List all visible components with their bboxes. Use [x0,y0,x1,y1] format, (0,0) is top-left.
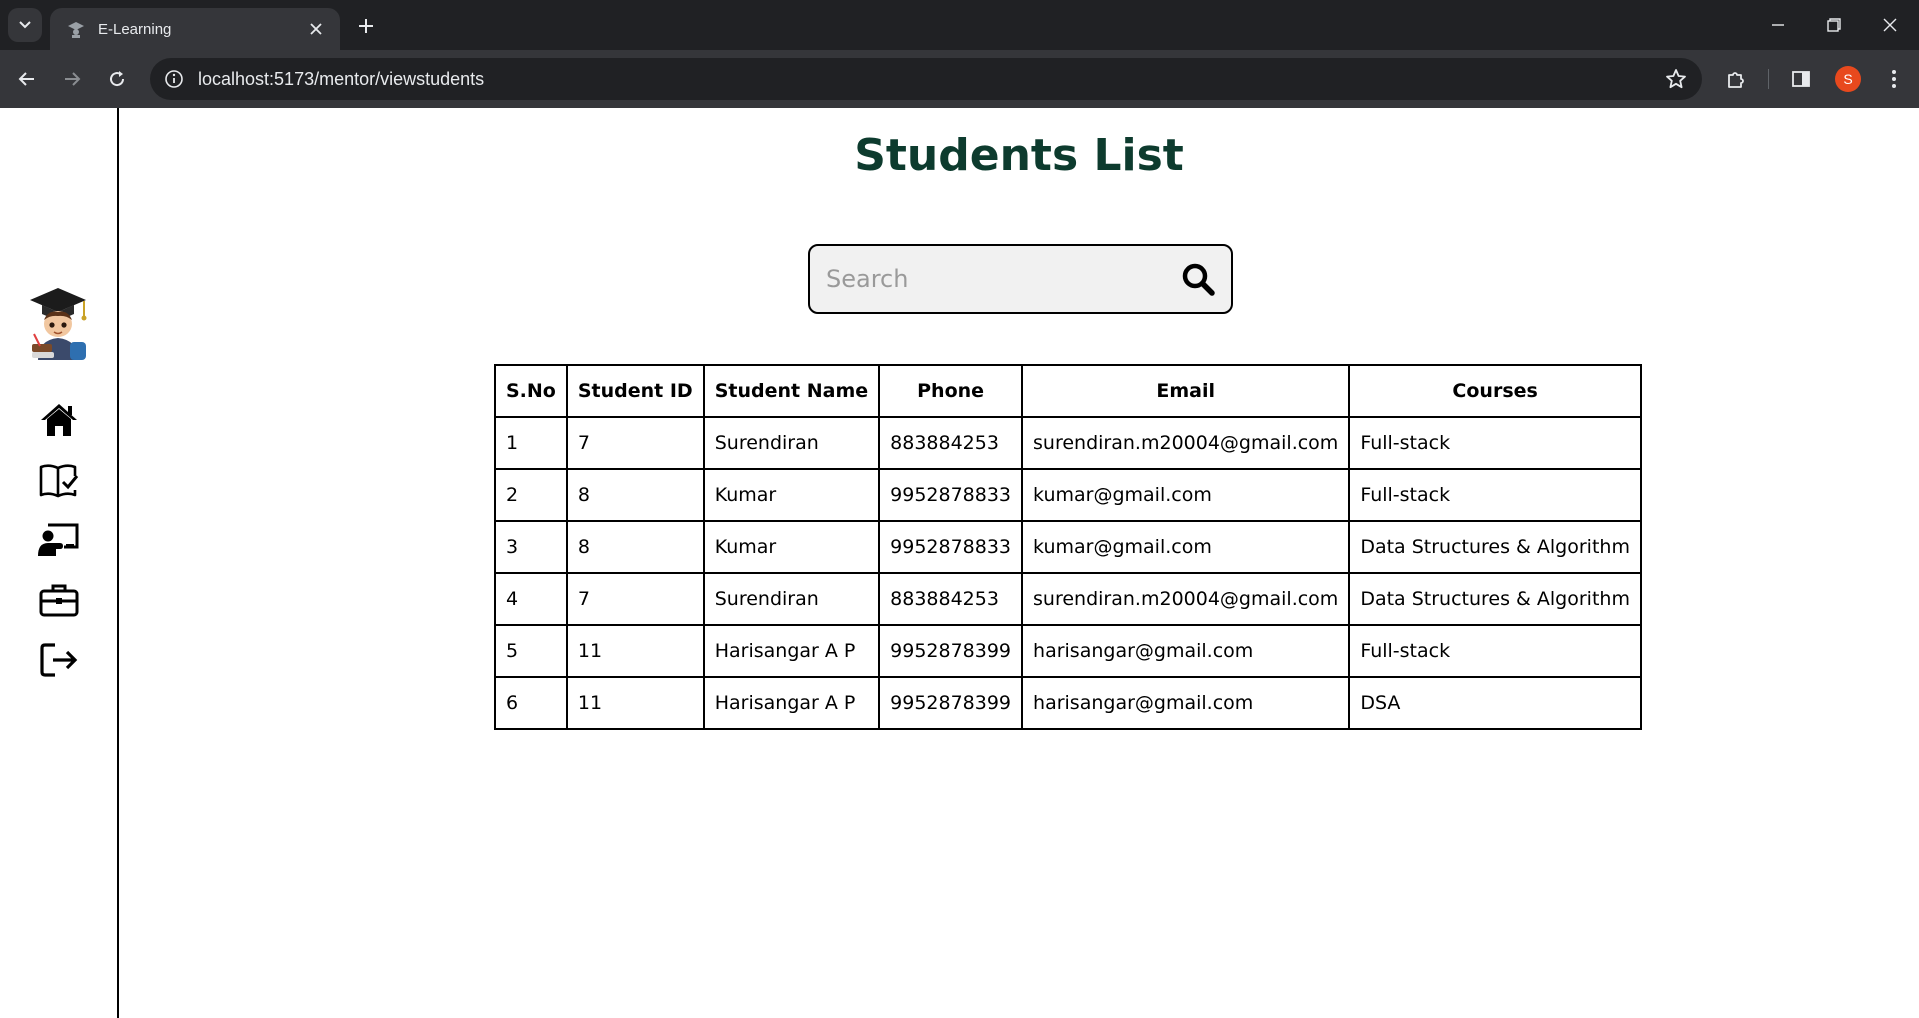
side-panel-icon [1790,68,1812,90]
arrow-right-icon [62,69,82,89]
search-input[interactable] [810,249,1170,309]
cell-courses: Full-stack [1349,469,1641,521]
search-icon [1181,262,1215,296]
toolbar-divider [1768,69,1769,89]
back-button[interactable] [9,61,45,97]
table-row [495,677,1641,729]
bookmark-button[interactable] [1664,67,1688,91]
cell-phone: 883884253 [879,573,1022,625]
cell-student-id: 11 [567,677,704,729]
cell-email: harisangar@gmail.com [1022,677,1349,729]
cell-email: kumar@gmail.com [1022,521,1349,573]
sidebar-item-jobs[interactable] [38,580,80,620]
cell-email: surendiran.m20004@gmail.com [1022,573,1349,625]
cell-sno: 3 [495,521,567,573]
extensions-button[interactable] [1722,65,1750,93]
cell-sno: 6 [495,677,567,729]
cell-sno: 2 [495,469,567,521]
header-phone: Phone [879,365,1022,417]
reload-button[interactable] [99,61,135,97]
table-row [495,573,1641,625]
header-student-name: Student Name [704,365,879,417]
tab-close-button[interactable] [306,19,326,39]
book-check-icon [39,462,79,498]
search-box [808,244,1233,314]
cell-phone: 9952878833 [879,469,1022,521]
tab-strip [0,0,1919,50]
teacher-board-icon [38,522,80,558]
sidebar [0,108,119,1018]
cell-email: surendiran.m20004@gmail.com [1022,417,1349,469]
table-row [495,417,1641,469]
restore-button[interactable] [1806,0,1862,50]
cell-phone: 883884253 [879,417,1022,469]
cell-phone: 9952878399 [879,625,1022,677]
forward-button[interactable] [54,61,90,97]
cell-courses: DSA [1349,677,1641,729]
plus-icon [358,18,374,34]
browser-toolbar [0,50,1919,108]
address-bar[interactable] [150,58,1702,100]
cell-phone: 9952878833 [879,521,1022,573]
tab-title: E-Learning [98,20,172,38]
browser-tab[interactable] [50,8,340,50]
search-button[interactable] [1179,260,1217,298]
cell-sno: 4 [495,573,567,625]
sidebar-item-courses[interactable] [38,460,80,500]
cell-email: harisangar@gmail.com [1022,625,1349,677]
minimize-icon [1771,18,1785,32]
student-logo-icon [26,286,90,360]
header-email: Email [1022,365,1349,417]
cell-courses: Data Structures & Algorithm [1349,573,1641,625]
close-icon [1883,18,1897,32]
side-panel-button[interactable] [1787,65,1815,93]
new-tab-button[interactable] [352,12,380,40]
table-header-row [495,365,1641,417]
cell-student-name: Surendiran [704,573,879,625]
cell-student-name: Surendiran [704,417,879,469]
profile-avatar[interactable]: S [1835,66,1861,92]
chevron-down-icon [18,18,32,32]
chrome-menu-button[interactable] [1880,65,1908,93]
cell-courses: Full-stack [1349,625,1641,677]
close-icon [310,23,322,35]
reload-icon [107,69,127,89]
graduate-favicon-icon [66,19,86,39]
tab-search-button[interactable] [8,8,42,42]
logout-icon [39,642,79,678]
briefcase-icon [39,582,79,618]
cell-student-id: 7 [567,573,704,625]
cell-student-name: Kumar [704,521,879,573]
header-courses: Courses [1349,365,1641,417]
site-info-icon[interactable] [164,69,184,89]
sidebar-item-students[interactable] [38,520,80,560]
url-text[interactable]: localhost:5173/mentor/viewstudents [198,68,485,89]
home-icon [39,402,79,438]
cell-student-name: Kumar [704,469,879,521]
table-row [495,521,1641,573]
students-table [494,364,1642,730]
table-row [495,469,1641,521]
restore-icon [1827,18,1841,32]
cell-student-id: 8 [567,469,704,521]
close-window-button[interactable] [1862,0,1918,50]
arrow-left-icon [17,69,37,89]
page-title: Students List [854,130,1184,181]
cell-phone: 9952878399 [879,677,1022,729]
cell-courses: Full-stack [1349,417,1641,469]
star-icon [1665,68,1687,90]
cell-student-name: Harisangar A P [704,677,879,729]
table-row [495,625,1641,677]
cell-sno: 1 [495,417,567,469]
header-sno: S.No [495,365,567,417]
sidebar-item-home[interactable] [38,400,80,440]
sidebar-item-logout[interactable] [38,640,80,680]
puzzle-icon [1725,68,1747,90]
header-student-id: Student ID [567,365,704,417]
cell-student-id: 8 [567,521,704,573]
cell-email: kumar@gmail.com [1022,469,1349,521]
kebab-menu-icon [1883,68,1905,90]
cell-student-name: Harisangar A P [704,625,879,677]
minimize-button[interactable] [1750,0,1806,50]
cell-student-id: 7 [567,417,704,469]
cell-sno: 5 [495,625,567,677]
cell-courses: Data Structures & Algorithm [1349,521,1641,573]
cell-student-id: 11 [567,625,704,677]
page-content [0,108,1919,1018]
